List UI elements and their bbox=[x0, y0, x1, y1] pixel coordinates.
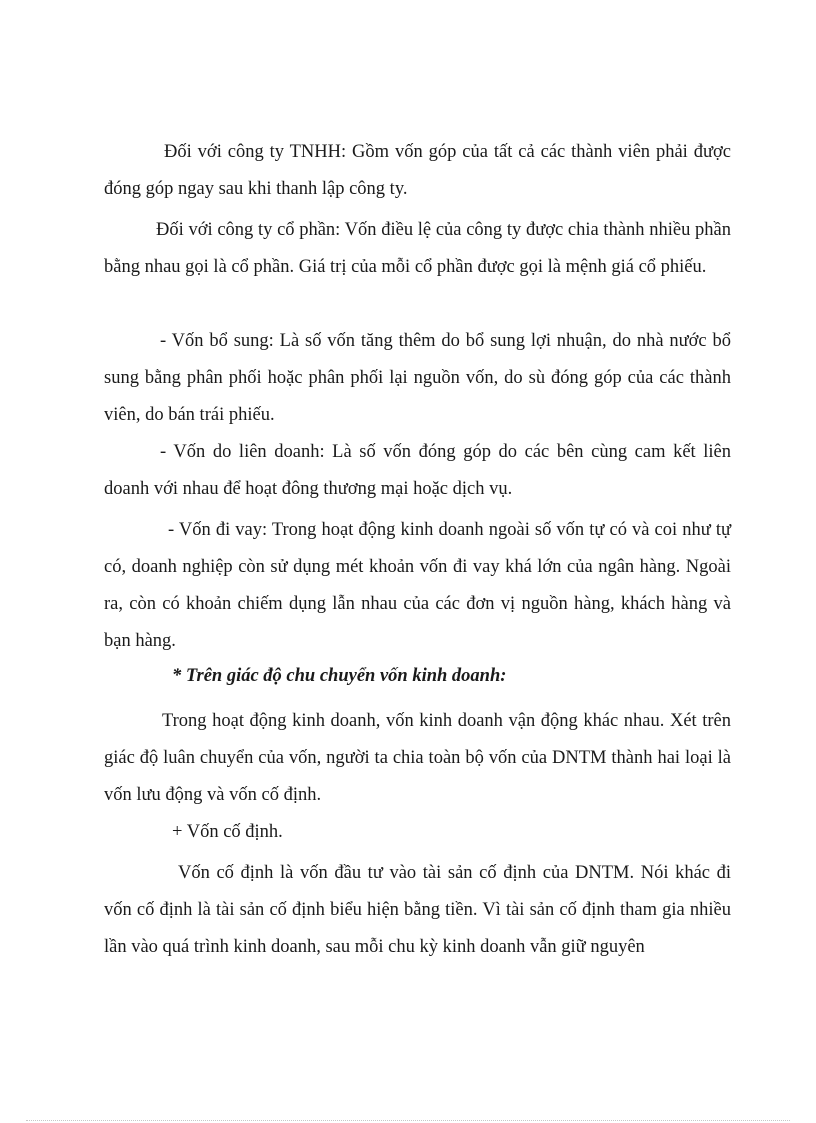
section-heading-chu-chuyen: * Trên giác độ chu chuyển vốn kinh doanh: bbox=[172, 666, 507, 686]
subheading-von-co-dinh: + Vốn cố định. bbox=[172, 822, 283, 842]
paragraph-tnhh: Đối với công ty TNHH: Gồm vốn góp của tất cả các thành viên phải được đóng góp ngay sau khi thanh lập công ty. bbox=[104, 142, 731, 199]
paragraph-hoat-dong-kinh-doanh: Trong hoạt động kinh doanh, vốn kinh doanh vận động khác nhau. Xét trên giác độ luân chuyển của vốn, người ta chia toàn bộ vốn của DNTM thành hai loại là vốn lưu động và vốn cố định. bbox=[104, 711, 731, 805]
paragraph-von-di-vay: - Vốn đi vay: Trong hoạt động kinh doanh ngoài số vốn tự có và coi như tự có, doanh nghiệp còn sử dụng mét khoản vốn đi vay khá lớn của ngân hàng. Ngoài ra, còn có khoản chiếm dụng lẫn nhau của các đơn vị nguồn hàng, khách hàng và bạn hàng. bbox=[104, 520, 731, 651]
paragraph-von-co-dinh: Vốn cố định là vốn đầu tư vào tài sản cố định của DNTM. Nói khác đi vốn cố định là tài sản cố định biểu hiện bằng tiền. Vì tài sản cố định tham gia nhiều lần vào quá trình kinh doanh, sau mỗi chu kỳ kinh doanh vẫn giữ nguyên bbox=[104, 863, 731, 957]
page-bottom-divider bbox=[26, 1120, 790, 1121]
paragraph-von-lien-doanh: - Vốn do liên doanh: Là số vốn đóng góp do các bên cùng cam kết liên doanh với nhau để hoạt đông thương mại hoặc dịch vụ. bbox=[104, 442, 731, 499]
paragraph-von-bo-sung: - Vốn bổ sung: Là số vốn tăng thêm do bổ sung lợi nhuận, do nhà nước bổ sung bằng phân phối hoặc phân phối lại nguồn vốn, do sù đóng góp của các thành viên, do bán trái phiếu. bbox=[104, 331, 731, 425]
paragraph-co-phan: Đối với công ty cổ phần: Vốn điều lệ của công ty được chia thành nhiều phần bằng nhau gọi là cổ phần. Giá trị của mỗi cổ phần được gọi là mệnh giá cổ phiếu. bbox=[104, 220, 731, 277]
